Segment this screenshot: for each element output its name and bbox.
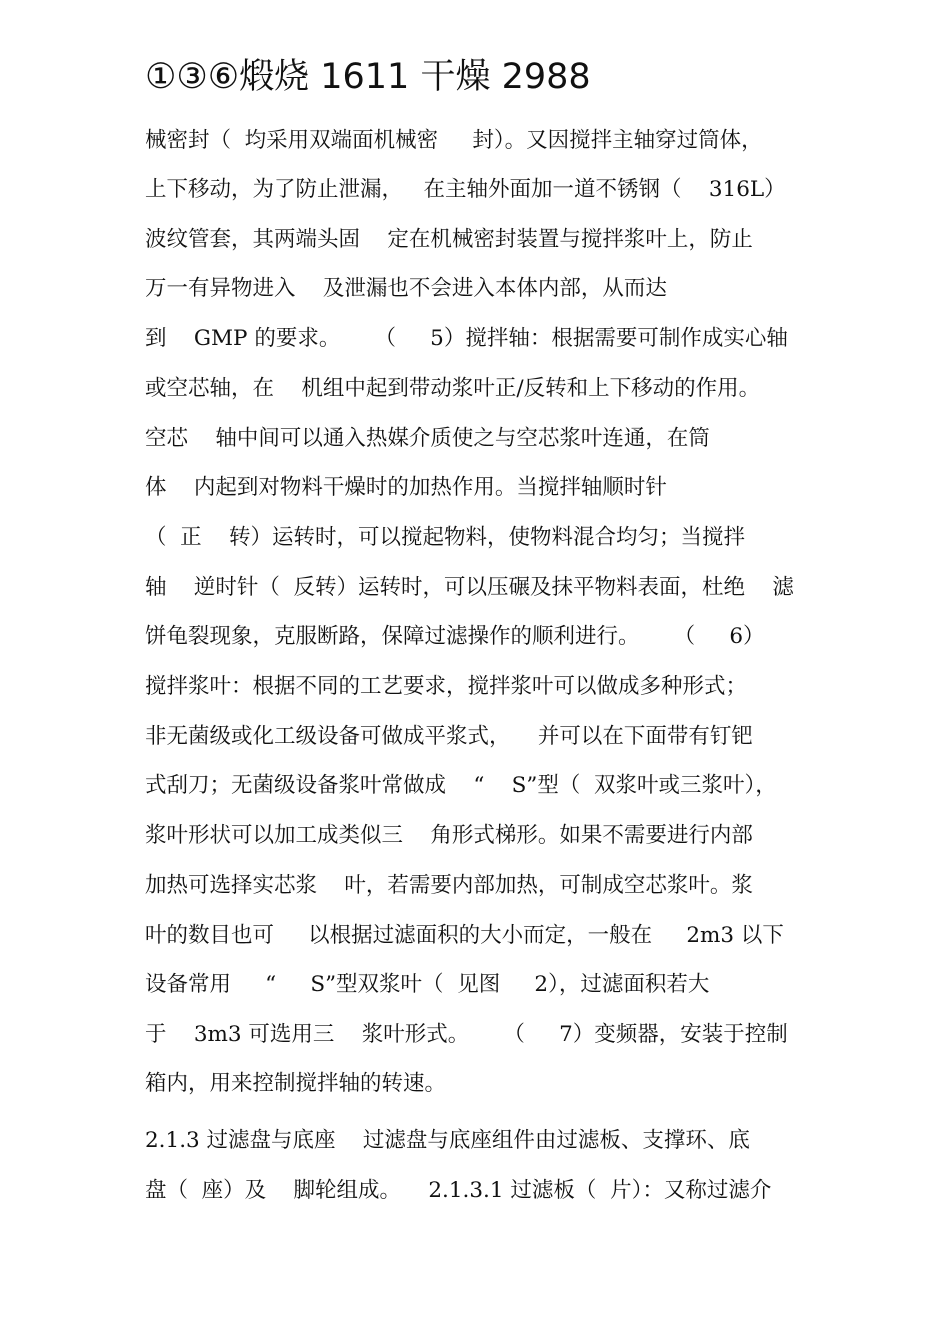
- text-line: 上下移动，为了防止泄漏， 在主轴外面加一道不锈钢（ 316L）: [145, 177, 786, 202]
- text-line: 到 GMP 的要求。 （ 5）搅拌轴：根据需要可制作成实心轴: [145, 326, 788, 351]
- document-title: ①③⑥煅烧 1611 干燥 2988: [145, 57, 591, 97]
- text-line: 浆叶形状可以加工成类似三 角形式梯形。如果不需要进行内部: [145, 823, 753, 848]
- text-line: 万一有异物进入 及泄漏也不会进入本体内部，从而达: [145, 276, 667, 301]
- text-line: 设备常用 “ S”型双浆叶（ 见图 2），过滤面积若大: [145, 972, 710, 997]
- text-line: 叶的数目也可 以根据过滤面积的大小而定，一般在 2m3 以下: [145, 923, 784, 948]
- text-line: 加热可选择实芯浆 叶，若需要内部加热，可制成空芯浆叶。浆: [145, 873, 753, 898]
- text-line: 2.1.3 过滤盘与底座 过滤盘与底座组件由过滤板、支撑环、底: [145, 1128, 750, 1153]
- text-line: 式刮刀；无菌级设备浆叶常做成 “ S”型（ 双浆叶或三浆叶），: [145, 773, 777, 798]
- text-line: 箱内，用来控制搅拌轴的转速。: [145, 1071, 447, 1096]
- text-line: 械密封（ 均采用双端面机械密 封）。又因搅拌主轴穿过筒体，: [145, 128, 763, 153]
- text-line: 空芯 轴中间可以通入热媒介质使之与空芯浆叶连通，在筒: [145, 426, 710, 451]
- text-line: 搅拌浆叶：根据不同的工艺要求，搅拌浆叶可以做成多种形式；: [145, 674, 748, 699]
- text-line: （ 正 转）运转时，可以搅起物料，使物料混合均匀；当搅拌: [145, 525, 746, 550]
- text-line: 轴 逆时针（ 反转）运转时，可以压碾及抹平物料表面，杜绝 滤: [145, 575, 794, 600]
- text-line: 于 3m3 可选用三 浆叶形式。 （ 7）变频器，安装于控制: [145, 1022, 788, 1047]
- text-line: 波纹管套，其两端头固 定在机械密封装置与搅拌浆叶上，防止: [145, 227, 753, 252]
- text-line: 或空芯轴，在 机组中起到带动浆叶正/反转和上下移动的作用。: [145, 376, 761, 401]
- text-line: 饼龟裂现象，克服断路，保障过滤操作的顺利进行。 （ 6）: [145, 624, 765, 649]
- text-line: 盘（ 座）及 脚轮组成。 2.1.3.1 过滤板（ 片）：又称过滤介: [145, 1178, 772, 1203]
- text-line: 体 内起到对物料干燥时的加热作用。当搅拌轴顺时针: [145, 475, 667, 500]
- text-line: 非无菌级或化工级设备可做成平浆式， 并可以在下面带有钉钯: [145, 724, 753, 749]
